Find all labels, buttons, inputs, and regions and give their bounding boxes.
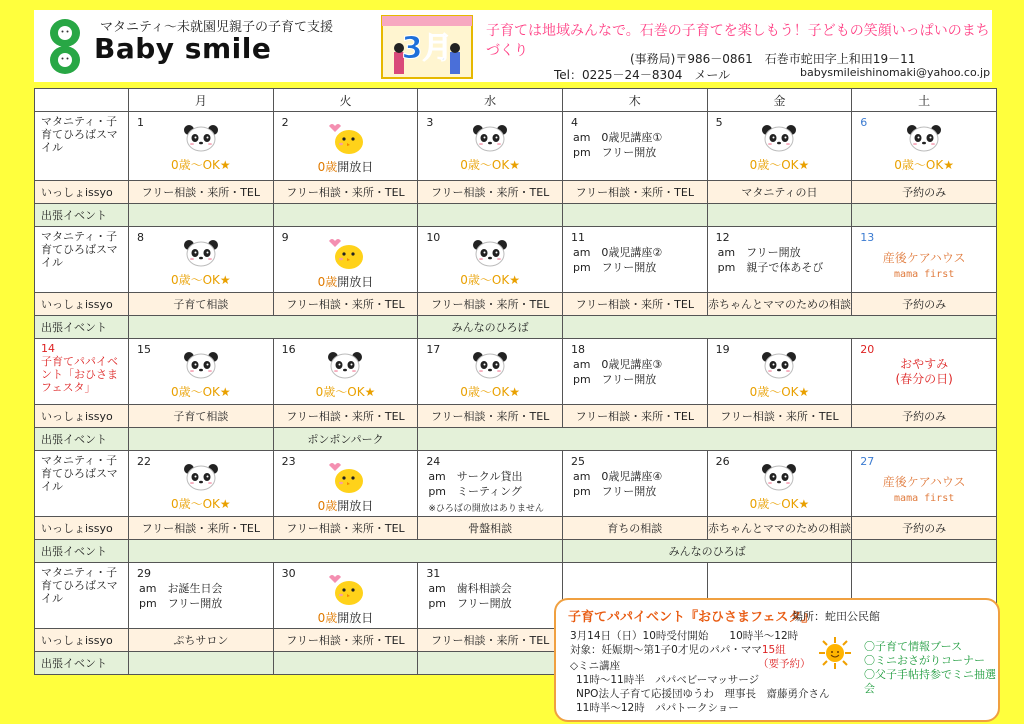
header-wed: 水 [418,89,563,112]
care-house [852,473,996,504]
open-suffix: 開放日 [337,160,374,174]
schedule-text: am 歯科相談会 pm フリー開放 [428,582,512,610]
trip-row [35,540,997,563]
issyo-cell: 予約のみ [852,293,997,316]
trip-label: 出張イベント [35,652,129,675]
open-day-label [274,273,418,290]
baby-smile-logo-icon [48,18,82,76]
ok-label: 0歳～OK★ [749,158,810,172]
day-number: 11 [570,231,585,244]
ok-label: 0歳～OK★ [460,158,520,172]
schedule-note: ※ひろばの開放はありません [428,504,544,514]
ok-label: 0歳～OK★ [170,385,231,399]
festa-date: 3月14日（日）10時受付開始 10時半～12時 [570,630,799,642]
trip-cell [129,204,274,227]
trip-cell [707,204,852,227]
day-cell[interactable] [273,339,418,405]
day-cell[interactable] [562,227,707,293]
panda-icon [761,463,797,491]
day-number: 3 [426,116,434,129]
trip-event: みんなのひろば [418,316,563,339]
ok-label: 0歳～OK★ [170,497,231,511]
schedule-text: am フリー開放 pm 親子で体あそび [717,246,824,274]
festa-box [554,598,1000,722]
festa-l3: 11時半～12時 パパトークショー [576,702,739,714]
schedule-text: am 0歳児講座② pm フリー開放 [572,246,663,274]
trip-cell [273,204,418,227]
day-number: 22 [137,455,151,468]
issyo-cell: フリー相談・来所・TEL [418,293,563,316]
open-day-label [274,158,418,175]
schedule-text: am 0歳児講座① pm フリー開放 [572,131,663,159]
panda-icon [472,124,508,152]
day-number: 26 [715,455,730,468]
email-address[interactable]: babysmileishinomaki@yahoo.co.jp [800,66,991,79]
issyo-cell: フリー相談・来所・TEL [273,629,418,652]
festa-l2: NPO法人子育て応援団ゆうわ 理事長 齋藤勇介さん [576,688,830,700]
trip-row [35,204,997,227]
day-cell[interactable] [418,112,563,181]
day-cell[interactable] [562,339,707,405]
issyo-cell: フリー相談・来所・TEL [562,405,707,428]
panda-icon [183,351,219,379]
issyo-cell: フリー相談・来所・TEL [418,181,563,204]
festa-mini: ◇ミニ講座 [570,660,621,672]
day-number: 10 [426,231,441,244]
issyo-row [35,293,997,316]
ok-label: 0歳～OK★ [460,385,520,399]
festa-reserve: （要予約） [758,658,811,670]
issyo-cell: 赤ちゃんとママのための相談 [707,293,852,316]
ok-label: 0歳～OK★ [460,273,520,287]
day-number: 19 [715,343,730,356]
day-number: 20 [860,343,875,356]
sun-icon [818,636,852,670]
day-cell[interactable] [418,227,563,293]
header-mon: 月 [129,89,274,112]
trip-label: 出張イベント [35,204,129,227]
issyo-cell: 子育て相談 [129,293,274,316]
open-suffix: 開放日 [337,499,374,513]
open-age: 0歳 [317,275,338,289]
open-day-label [274,609,418,626]
trip-cell [852,204,997,227]
header-tue: 火 [273,89,418,112]
trip-cell [129,652,274,675]
panda-icon [761,124,797,152]
chick-icon [325,120,367,156]
chick-icon [325,459,367,495]
schedule-text: am 0歳児講座④ pm フリー開放 [572,470,663,498]
panda-icon [472,351,508,379]
ok-label: 0歳～OK★ [170,273,231,287]
day-number: 29 [137,567,151,580]
week-label: マタニティ・子育てひろばスマイル [35,563,129,629]
chick-icon [325,571,367,607]
trip-label: 出張イベント [35,428,129,451]
issyo-label: いっしょissyo [35,517,129,540]
day-number: 27 [860,455,875,468]
day-number: 15 [137,343,151,356]
trip-label: 出張イベント [35,316,129,339]
day-cell[interactable] [562,451,707,517]
day-cell[interactable] [852,339,997,405]
trip-cell [852,540,997,563]
day-cell[interactable] [273,112,418,181]
day-cell[interactable] [562,112,707,181]
festa-g3: 〇父子手帖持参でミニ抽選会 [864,668,996,695]
day-number: 25 [570,455,585,468]
day-cell[interactable] [852,227,997,293]
calendar-header-row [35,89,997,112]
trip-cell [129,316,418,339]
panda-icon [472,239,508,267]
week-row [35,339,997,405]
day-cell[interactable] [852,112,997,181]
week-row [35,227,997,293]
issyo-label: いっしょissyo [35,629,129,652]
trip-cell [562,316,996,339]
panda-icon [761,351,797,379]
care-house [852,249,996,280]
corner-cell [35,89,129,112]
issyo-label: いっしょissyo [35,181,129,204]
week-row [35,451,997,517]
issyo-cell: フリー相談・来所・TEL [273,181,418,204]
care-title: 産後ケアハウス [882,251,966,265]
slogan: 子育ては地域みんなで。石巻の子育てを楽しもう！子どもの笑顔いっぱいのまちづくり [486,23,990,59]
chick-icon [325,235,367,271]
month-label: 3月 [401,31,453,66]
day-number: 8 [137,231,144,244]
day-number: 30 [281,567,296,580]
trip-cell [562,204,707,227]
day-number: 23 [281,455,296,468]
issyo-cell: ぷちサロン [129,629,274,652]
issyo-row [35,405,997,428]
trip-event: ポンポンパーク [273,428,418,451]
tagline: マタニティ～未就園児親子の子育て支援 [100,20,333,35]
issyo-cell: フリー相談・来所・TEL [418,405,563,428]
issyo-cell: フリー相談・来所・TEL [273,293,418,316]
day-cell[interactable] [852,451,997,517]
day-cell[interactable] [273,451,418,517]
day-number: 1 [137,116,144,129]
care-title: 産後ケアハウス [882,475,966,489]
day-number: 2 [281,116,289,129]
day-cell[interactable] [273,563,418,629]
brand-name: Baby smile [94,32,272,65]
issyo-row [35,181,997,204]
care-sub: mama first [894,493,955,504]
header [34,10,992,82]
care-sub: mama first [894,269,955,280]
ok-label: 0歳～OK★ [749,385,810,399]
day-cell[interactable] [707,112,852,181]
schedule-text: am お誕生日会 pm フリー開放 [139,582,223,610]
day-cell[interactable] [418,339,563,405]
trip-label: 出張イベント [35,540,129,563]
issyo-cell: 予約のみ [852,517,997,540]
festa-target: 対象：妊娠期～第1子0才児のパパ・ママ [570,644,762,656]
day-cell[interactable] [129,112,274,181]
issyo-cell: フリー相談・来所・TEL [273,517,418,540]
day-number: 9 [281,231,289,244]
issyo-row [35,517,997,540]
schedule-text: am 0歳児講座③ pm フリー開放 [572,358,663,386]
trip-cell [273,652,418,675]
ok-label: 0歳～OK★ [894,158,954,172]
day-number: 18 [570,343,585,356]
day-cell[interactable] [707,339,852,405]
day-cell[interactable] [273,227,418,293]
issyo-cell: 骨盤相談 [418,517,563,540]
day-number: 16 [281,343,296,356]
festa-l1: 11時～11時半 パパベビーマッサージ [576,674,760,686]
day-cell[interactable] [129,451,274,517]
schedule-text: am サークル貸出 pm ミーティング [428,470,523,498]
ok-label: 0歳～OK★ [749,497,810,511]
day-cell[interactable] [707,227,852,293]
week-row [35,112,997,181]
festa-g2: 〇ミニおさがりコーナー [864,654,985,667]
festa-title: 子育てパパイベント『おひさまフェスタ』 [568,610,815,625]
day-number: 13 [860,231,875,244]
issyo-cell: マタニティの日 [707,181,852,204]
open-age: 0歳 [317,160,338,174]
header-sat: 土 [852,89,997,112]
trip-row [35,428,997,451]
trip-event: みんなのひろば [562,540,851,563]
day-number: 12 [715,231,730,244]
day-cell[interactable] [418,451,563,517]
open-suffix: 開放日 [337,611,374,625]
day-cell[interactable] [707,451,852,517]
festa-g1: 〇子育て情報ブース [864,640,963,653]
telephone: Tel：0225－24－8304 メール [554,68,731,82]
panda-icon [183,463,219,491]
day-number: 31 [426,567,441,580]
festa-target-line [570,642,786,657]
panda-icon [327,351,363,379]
header-fri: 金 [707,89,852,112]
day-cell[interactable] [129,227,274,293]
issyo-cell: フリー相談・来所・TEL [273,405,418,428]
open-age: 0歳 [317,499,338,513]
day-number: 5 [715,116,723,129]
day-number: 17 [426,343,441,356]
panda-icon [906,124,942,152]
issyo-cell: 子育て相談 [129,405,274,428]
day-number: 4 [570,116,578,129]
festa-count: 15組 [761,644,786,656]
office-address: (事務局)〒986－0861 石巻市蛇田字上和田19－11 [630,52,916,66]
issyo-cell: フリー相談・来所・TEL [418,629,563,652]
festa-place: 場所：蛇田公民館 [792,610,880,623]
holiday-text: おやすみ (春分の日) [895,357,953,386]
day-cell[interactable] [418,563,563,629]
calendar-table [34,88,997,675]
issyo-label: いっしょissyo [35,405,129,428]
issyo-cell: 予約のみ [852,405,997,428]
day-cell[interactable] [129,339,274,405]
issyo-cell: 赤ちゃんとママのための相談 [707,517,852,540]
panda-icon [183,239,219,267]
open-age: 0歳 [317,611,338,625]
issyo-cell: 予約のみ [852,181,997,204]
open-suffix: 開放日 [337,275,374,289]
panda-icon [183,124,219,152]
trip-cell [418,428,997,451]
ok-label: 0歳～OK★ [315,385,376,399]
ok-label: 0歳～OK★ [170,158,231,172]
issyo-cell: フリー相談・来所・TEL [129,517,274,540]
week-label: マタニティ・子育てひろばスマイル [35,451,129,517]
trip-cell [129,428,274,451]
day-cell[interactable] [129,563,274,629]
issyo-cell: フリー相談・来所・TEL [562,181,707,204]
trip-row [35,316,997,339]
issyo-cell: フリー相談・来所・TEL [129,181,274,204]
week-label: マタニティ・子育てひろばスマイル [35,112,129,181]
month-badge-icon [374,12,480,80]
trip-cell [129,540,563,563]
day-number: 24 [426,455,441,468]
header-thu: 木 [562,89,707,112]
issyo-cell: フリー相談・来所・TEL [562,293,707,316]
issyo-cell: フリー相談・来所・TEL [707,405,852,428]
issyo-label: いっしょissyo [35,293,129,316]
trip-cell [418,204,563,227]
calendar-body [35,112,997,675]
trip-cell [418,652,563,675]
week-label: 14 子育てパパイベント「おひさまフェスタ」 [35,339,129,405]
issyo-cell: 育ちの相談 [562,517,707,540]
day-number: 6 [860,116,868,129]
festa-extras [864,640,998,696]
week-label: マタニティ・子育てひろばスマイル [35,227,129,293]
open-day-label [274,497,418,514]
